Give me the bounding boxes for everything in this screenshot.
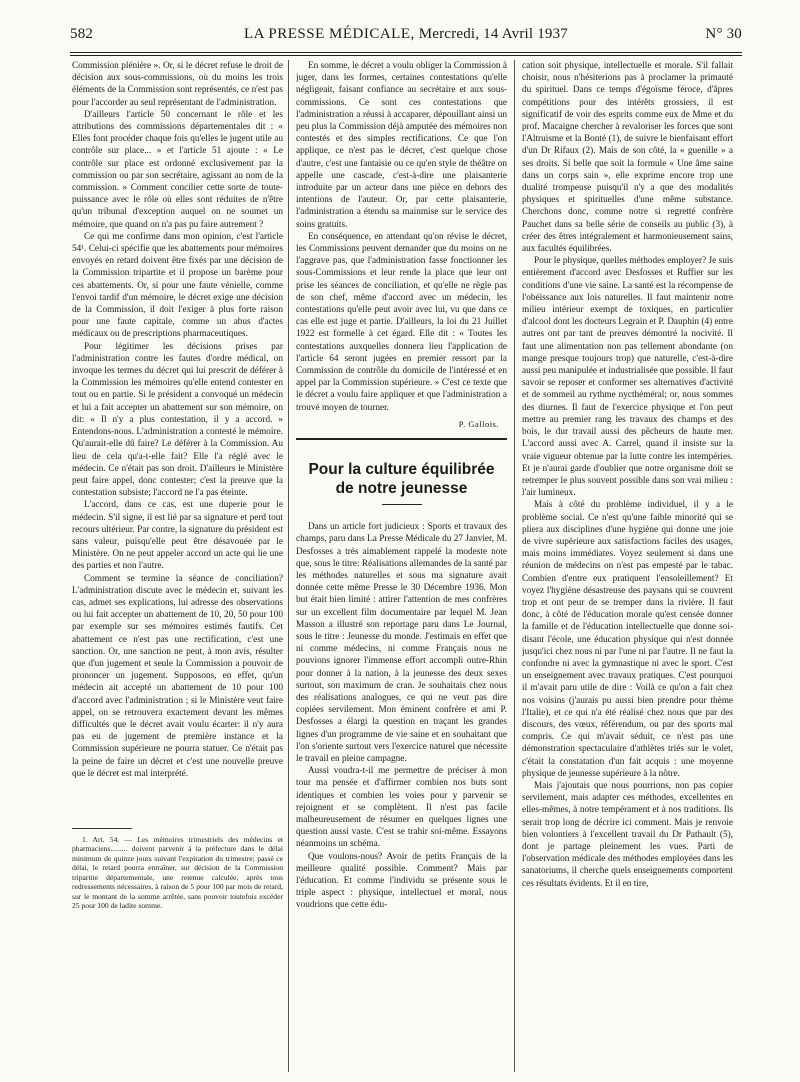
paragraph: En conséquence, en attendant qu'on révise le décret, les Commissions peuvent demander que du moins on ne l'aggrave pas, que l'administration fasse fonctionner les sous-Commissions et leur rende la place que leur ont prise les séances de conciliation, et qu'elle ne règle pas de son chef, même d'accord avec un médecin, les contestations qu'elle peut avoir avec lui, vu que dans ce cas elle est juge et partie. D'ailleurs, la loi du 21 Juillet 1922 est formelle à cet égard. Elle dit : « Toutes les contestations auxquelles donnera lieu l'application de l'article 64 seront jugées en premier ressort par la Commission de contrôle du domicile de l'intéressé et en appel par la Commission supérieure. » C'est ce texte que le décret a voulu faire appliquer et que l'administration a trouvé moyen de tourner. bbox=[296, 231, 507, 413]
article-title bbox=[296, 460, 507, 498]
article-title-line: de notre jeunesse bbox=[335, 480, 468, 498]
paragraph: D'ailleurs l'article 50 concernant le rôle et les attributions des commissions départementales dit : « Elles font procéder chaque fois qu'elles le jugent utile au contrôle sur place... » et l'article 51 ajoute : « Le contrôle sur place est ordonné exclusivement par la commission ou par son secrétaire, agissant au nom de la commission. » Comment concilier cette sorte de toute-puissance avec le rôle où elles sont réduites de n'être qu'un tribunal d'exception auquel on ne soumet un mémoire, que quand on n'a pas pu faire autrement ? bbox=[72, 109, 283, 230]
author-signature: P. Gallois. bbox=[458, 418, 499, 429]
header-rule-bottom bbox=[70, 55, 742, 56]
column-3 bbox=[522, 60, 733, 1072]
issue-number: N° 30 bbox=[705, 26, 742, 42]
article-title-line: Pour la culture équilibrée bbox=[308, 461, 495, 479]
section-rule bbox=[296, 438, 507, 440]
column-divider bbox=[514, 60, 515, 1072]
paragraph: cation soit physique, intellectuelle et morale. S'il fallait choisir, nous n'hésiterions pas à proclamer la primauté du spirituel. Dans ce temps d'égoïsme féroce, d'âpres compétitions pour des intérêts grossiers, il est significatif de voir des esprits comme eux de Mme et du prof. Macaigne chercher à revaloriser les forces que sont l'Altruisme et la Bonté (1), de suivre le bienfaisant effort d'un Dr Rifaux (2). Mais de son côté, la « guenille » a ses droits. Si belle que soit la formule « Une âme saine dans un corps sain », elle exprime encore trop une dualité trompeuse puisqu'il n'y a que des modalités physiques et spirituelles d'une même substance. Cherchons donc, comme notre si regretté confrère Pauchet dans sa belle série de conseils au public (3), à créer des êtres intégralement et harmonieusement sains, aux facultés équilibrées. bbox=[522, 61, 733, 255]
paragraph: Aussi voudra-t-il me permettre de préciser à mon tour ma pensée et d'affirmer combien nos buts sont identiques et combien les voies pour y parvenir se rejoignent et se complètent. Il n'est pas facile malheureusement de résumer en quelques lignes une question aussi vaste. C'est se trahir soi-même. Essayons néanmoins un schéma. bbox=[296, 766, 507, 850]
page-header bbox=[70, 26, 742, 50]
paragraph: Ce qui me confirme dans mon opinion, c'est l'article 54¹. Celui-ci spécifie que les abattements pour mémoires envoyés en retard doivent être fixés par une décision de la Commission tripartite et il propose un barème pour ces abattements. Or, si pour une faute vénielle, comme l'envoi tardif d'un mémoire, le décret exige une décision de la Commission, il doit l'exiger à plus forte raison pour une faute capitale, comme un abus d'actes médicaux ou de prescriptions pharmaceutiques. bbox=[72, 231, 283, 340]
paragraph: Comment se termine la séance de conciliation? L'administration discute avec le médecin et, suivant les cas, admet ses explications, lui adresse des observations ou lui fait accepter un abattement de 10, 20, 50 pour 100 par exemple sur ses mémoires estimés fautifs. Cet abattement ce n'est pas une rectification, c'est une sanction. Or, une sanction ne peut, à mon avis, résulter que d'un jugement et seule la Commission a pouvoir de prononcer un jugement. Supposons, en effet, qu'un médecin ait accepté un abattement de 10 pour 100 d'accord avec l'administration ; si le Ministère veut faire appel, on se retrouvera exactement devant les mêmes difficultés que le décret avait voulu écarter: il n'y aura pas eu de jugement de première instance et la Commission supérieure ne pourra statuer. Ce n'était pas la peine de faire un décret et c'est une nouvelle preuve que le décret est mal interprété. bbox=[72, 573, 283, 779]
column-2 bbox=[296, 60, 507, 1072]
header-rule-top bbox=[70, 52, 742, 53]
paragraph: Mais à côté du problème individuel, il y a le problème social. Ce n'est qu'une faible minorité qui se pliera aux disciplines d'une hygiène qui donne une joie de vivre supérieure aux satisfactions faciles des usages, mais moins immédiates. Voyez seulement si dans une réunion de médecins on n'est pas empesté par le tabac. Combien d'entre eux pratiquent l'ensoleillement? Et voyez l'hygiène désastreuse des paysans qui se couvrent trop et ont peur de se tremper dans la rivière. Il faut donc, à côté de l'éducation morale qu'est censée donner la famille et de l'éducation intellectuelle que donne soi-disant l'école, une éducation physique qui n'est donnée jusqu'ici chez nous ni par l'une ni par l'autre. Il ne faut la confondre ni avec la gymnastique ni avec le sport. C'est un enseignement avec travaux pratiques. C'est pourquoi il m'avait paru utile de dire : Voilà ce qu'on a fait chez nos voisins (j'aurais pu aussi bien prendre pour thème l'Italie), et ce qui n'a été réalisé chez nous que par des discours, des vœux, référendum, ou par des sports mal compris. Ce qui m'avait séduit, ce n'est pas une démonstration spectaculaire d'athlètes triés sur le volet, c'était la constatation d'un fait acquis : une moyenne physique de jeunesse supérieure à la nôtre. bbox=[522, 500, 733, 779]
paragraph: En somme, le décret a voulu obliger la Commission à juger, dans les formes, certaines contestations qu'elle négligeait, faisant confiance au secrétaire et aux sous-commissions. Ce sont ces contestations que l'administration a réussi à accaparer, dépouillant ainsi un peu plus la Commission déjà amputée des mémoires non contestés et des simples rectifications. Ce que l'on applique, ce n'est pas le décret, c'est quelque chose d'autre, c'est une fantaisie ou ce qu'en style de théâtre on appelle une cascade, c'est-à-dire une plaisanterie introduite par un acteur dans une pièce en dehors des intentions de l'auteur. Or, par cette plaisanterie, l'administration a étendu sa mainmise sur le service des soins gratuits. bbox=[296, 61, 507, 230]
paragraph: Dans un article fort judicieux : Sports et travaux des champs, paru dans La Presse Médicale du 27 Janvier, M. Desfosses a très aimablement rappelé la modeste note que, sous le titre: Réalisations allemandes de la santé par les méthodes naturelles et sous ma signature avait donnée cette même Presse le 30 Décembre 1936. Mon but était bien limité : attirer l'attention de mes confrères sur un excellent film documentaire par lequel M. Jean Masson a illustré son reportage paru dans Le Journal, sous le titre : Jeunesse du monde. J'estimais en effet que ni comme médecins, ni comme Français nous ne pouvions ignorer l'immense effort accompli outre-Rhin pour donner à la nation, à la jeunesse des deux sexes surtout, son maximum de cran. Je souhaitais chez nous des réalisations analogues, ce qui ne veut pas dire copiées servilement. Mon éminent confrère et ami P. Desfosses a élargi la question en traçant les grandes lignes d'un programme de vie saine et en souhaitant que l'on s'oriente surtout vers l'exercice naturel que nécessite le travail en pleine campagne. bbox=[296, 522, 507, 764]
column-divider bbox=[288, 60, 289, 1072]
running-title bbox=[70, 26, 742, 43]
column-1 bbox=[72, 60, 283, 1072]
footnote-rule bbox=[72, 828, 132, 829]
page-number: 582 bbox=[70, 26, 94, 42]
paragraph: L'accord, dans ce cas, est une duperie pour le médecin. S'il signe, il est lié par sa signature et perd tout recours ultérieur. Par contre, la signature du président est sans valeur, puisqu'elle peut être désavouée par le Ministère. On ne peut appeler accord un acte qui lie une des parties et non l'autre. bbox=[72, 500, 283, 572]
paragraph: Mais j'ajoutais que nous pourrions, non pas copier servilement, mais adapter ces méthodes, excellentes en elles-mêmes, à notre tempérament et à nos traditions. Ils serait trop long de décrire ici comment. Mais je renvoie bien volontiers à l'excellent travail du Dr Pathault (5), dont je partage pleinement les vues. Parti de l'observation médicale des méthodes employées dans les sanatoriums, il cherche quels enseignements comportent ces résultats évidents. Et il en tire, bbox=[522, 780, 733, 889]
paragraph: Pour le physique, quelles méthodes employer? Je suis entièrement d'accord avec Desfosses et Ruffier sur les conditions d'une vie saine. La santé est la récompense de l'obéissance aux lois naturelles. Il faut maintenir notre milieu intérieur exempt de toxiques, en particulier d'alcool dont les docteurs Legrain et P. Dauphin (4) entre autres ont par tant de preuves démontré la nocivité. Il faut une alimentation non pas tellement abondante (on mange presque toujours trop) que naturelle, c'est-à-dire aussi peu manipulée et industrialisée que possible. Il faut savoir se reposer et conformer ses alternatives d'activité et de sommeil au rythme nycthéméral; or, nous sommes des diurnes. Il faut de l'exercice physique et l'on peut mettre au premier rang les travaux des champs et des bois, le dur travail aussi des pêcheurs de haute mer. L'accord aussi avec A. Carrel, quand il insiste sur la vraie vigueur obtenue par la lutte contre les intempéries. Et je n'aurai garde d'oublier que notre organisme doit se retremper le plus souvent possible dans son vrai milieu : l'air lumineux. bbox=[522, 256, 733, 499]
paragraph: Commission plénière ». Or, si le décret refuse le droit de décision aux sous-commissions, où du moins les trois éléments de la Commission sont représentés, ce n'est pas pour l'accorder au seul représentant de l'administration. bbox=[72, 61, 283, 108]
title-rule bbox=[382, 504, 422, 505]
paragraph: Pour légitimer les décisions prises par l'administration contre les fautes d'ordre médical, on invoque les termes du décret qui lui prescrit de déférer à la Commission les mémoires qu'elle entend contester en tout ou en partie. Si le président a convoqué un médecin et lui a fait accepter un abattement sur son mémoire, on dit: « Il n'y a plus contestation, il y a accord. » Entendons-nous. L'administration a contesté le mémoire. Qu'aurait-elle dû faire? Le déférer à la Commission. Au lieu de cela qu'a-t-elle fait? Elle l'a réglé avec le médecin. Ce n'était pas son droit. D'ailleurs le Ministère peut faire appel, donc contester; c'est la preuve que la contestation subsiste; l'accord ne l'a pas éteinte. bbox=[72, 341, 283, 499]
issue-date: Mercredi, 14 Avril 1937 bbox=[418, 26, 568, 42]
journal-name: LA PRESSE MÉDICALE, bbox=[243, 26, 415, 42]
paragraph: Que voulons-nous? Avoir de petits Français de la meilleure qualité possible. Comment? Mais par l'éducation. Et comme l'individu se présente sous le triple aspect : physique, intellectuel et moral, nous voudrions que cette édu- bbox=[296, 851, 507, 911]
footnote: 1. Art. 54. — Les mémoires trimestriels des médecins et pharmaciens......... doivent parvenir à la préfecture dans le délai minimum de quinze jours suivant l'expiration du trimestre; passé ce délai, le retard pourra entraîner, sur décision de la Commission tripartite départementale, une retenue calculée, après tous redressements nécessaires, à raison de 5 pour 100 par mois de retard, sur le montant de la somme arrêtée, sans pouvoir toutefois excéder 25 pour 100 de ladite somme. bbox=[72, 834, 283, 911]
